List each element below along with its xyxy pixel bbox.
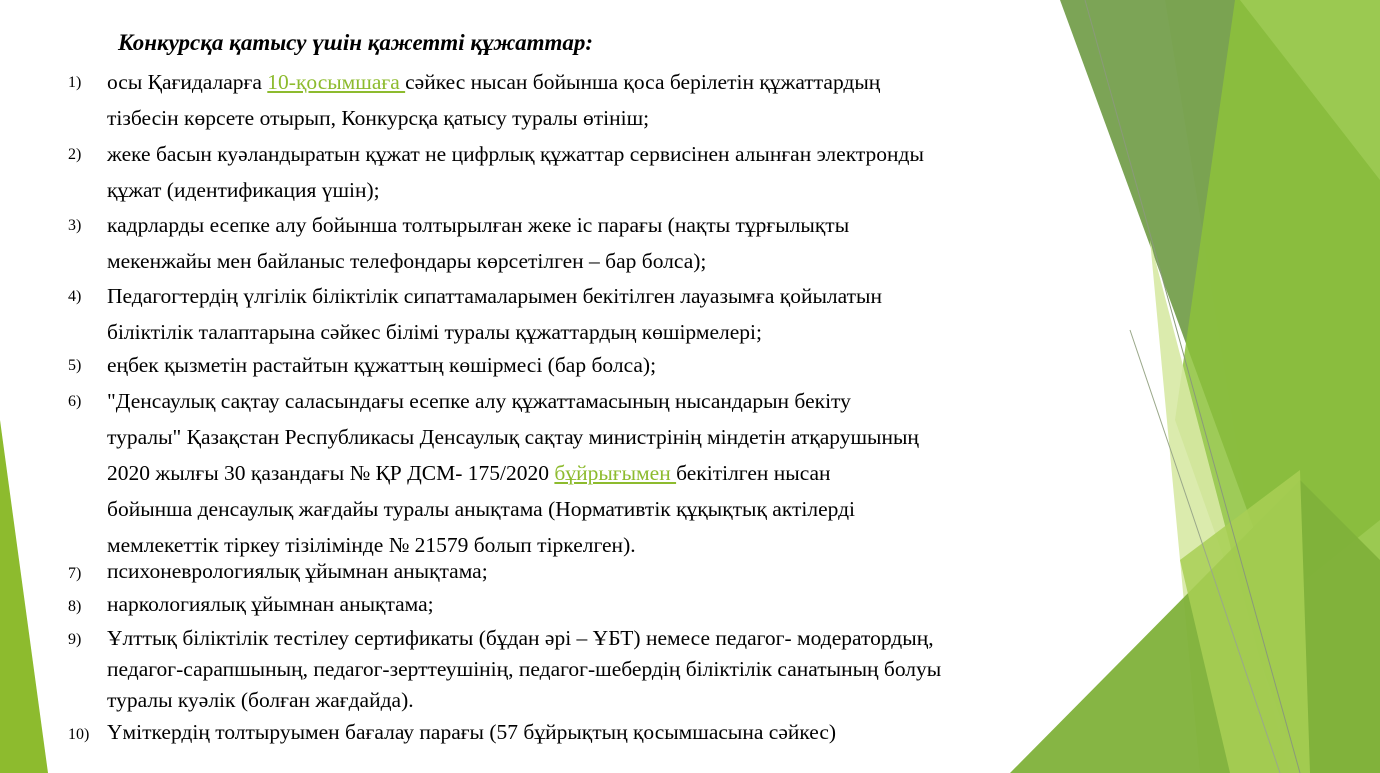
item-text: тізбесін көрсете отырып, Конкурсқа қатысу туралы өтініш; — [107, 106, 650, 130]
item-text: бекітілген нысан — [676, 461, 831, 485]
item-text: еңбек қызметін растайтын құжаттың көшірмесі (бар болса); — [107, 353, 657, 377]
item-text: кадрларды есепке алу бойынша толтырылған жеке іс парағы (нақты тұрғылықты — [107, 213, 850, 237]
item-text: мемлекеттік тіркеу тізілімінде № 21579 болып тіркелген). — [107, 533, 636, 557]
item-text: Үміткердің толтыруымен бағалау парағы (57 бұйрықтың қосымшасына сәйкес) — [107, 720, 837, 744]
item-text: психоневрологиялық ұйымнан анықтама; — [107, 559, 488, 583]
item-text: туралы" Қазақстан Республикасы Денсаулық сақтау министрінің міндетін атқарушының — [107, 425, 919, 449]
item-text: "Денсаулық сақтау саласындағы есепке алу құжаттамасының нысандарын бекіту — [107, 389, 851, 413]
item-text: педагог-сарапшының, педагог-зерттеушінің, педагог-шебердің біліктілік санатының болуы — [107, 657, 942, 681]
item-text: құжат (идентификация үшін); — [107, 178, 380, 202]
item-number: 9) — [68, 631, 82, 648]
item-number: 7) — [68, 565, 82, 582]
item-text: сәйкес нысан бойынша қоса берілетін құжаттардың — [405, 70, 881, 94]
item-text: Ұлттық біліктілік тестілеу сертификаты (бұдан әрі – ҰБТ) немесе педагог- модератордың, — [107, 626, 934, 650]
appendix-10-link[interactable]: 10-қосымшаға — [267, 70, 406, 94]
item-text: 2020 жылғы 30 қазандағы № ҚР ДСМ- 175/2020 — [107, 461, 555, 485]
item-number: 8) — [68, 598, 82, 615]
item-text: Педагогтердің үлгілік біліктілік сипаттамаларымен бекітілген лауазымға қойылатын — [107, 284, 882, 308]
left-green-wedge — [0, 420, 48, 773]
item-number: 3) — [68, 217, 82, 234]
item-text: мекенжайы мен байланыс телефондары көрсетілген – бар болса); — [107, 249, 707, 273]
item-text: бойынша денсаулық жағдайы туралы анықтама (Нормативтік құқықтық актілерді — [107, 497, 856, 521]
order-link[interactable]: бұйрығымен — [554, 461, 677, 485]
page-title: Конкурсқа қатысу үшін қажетті құжаттар: — [118, 30, 594, 55]
item-number: 2) — [68, 146, 82, 163]
item-number: 1) — [68, 74, 82, 91]
item-text: біліктілік талаптарына сәйкес білімі туралы құжаттардың көшірмелері; — [107, 320, 762, 344]
item-number: 10) — [68, 726, 90, 743]
item-number: 5) — [68, 357, 82, 374]
item-number: 4) — [68, 288, 82, 305]
item-text: жеке басын куәландыратын құжат не цифрлық құжаттар сервисінен алынған электронды — [107, 142, 924, 166]
item-number: 6) — [68, 393, 82, 410]
item-text: осы Қағидаларға — [107, 70, 268, 94]
item-text: наркологиялық ұйымнан анықтама; — [107, 592, 434, 616]
item-text: туралы куәлік (болған жағдайда). — [107, 688, 414, 712]
